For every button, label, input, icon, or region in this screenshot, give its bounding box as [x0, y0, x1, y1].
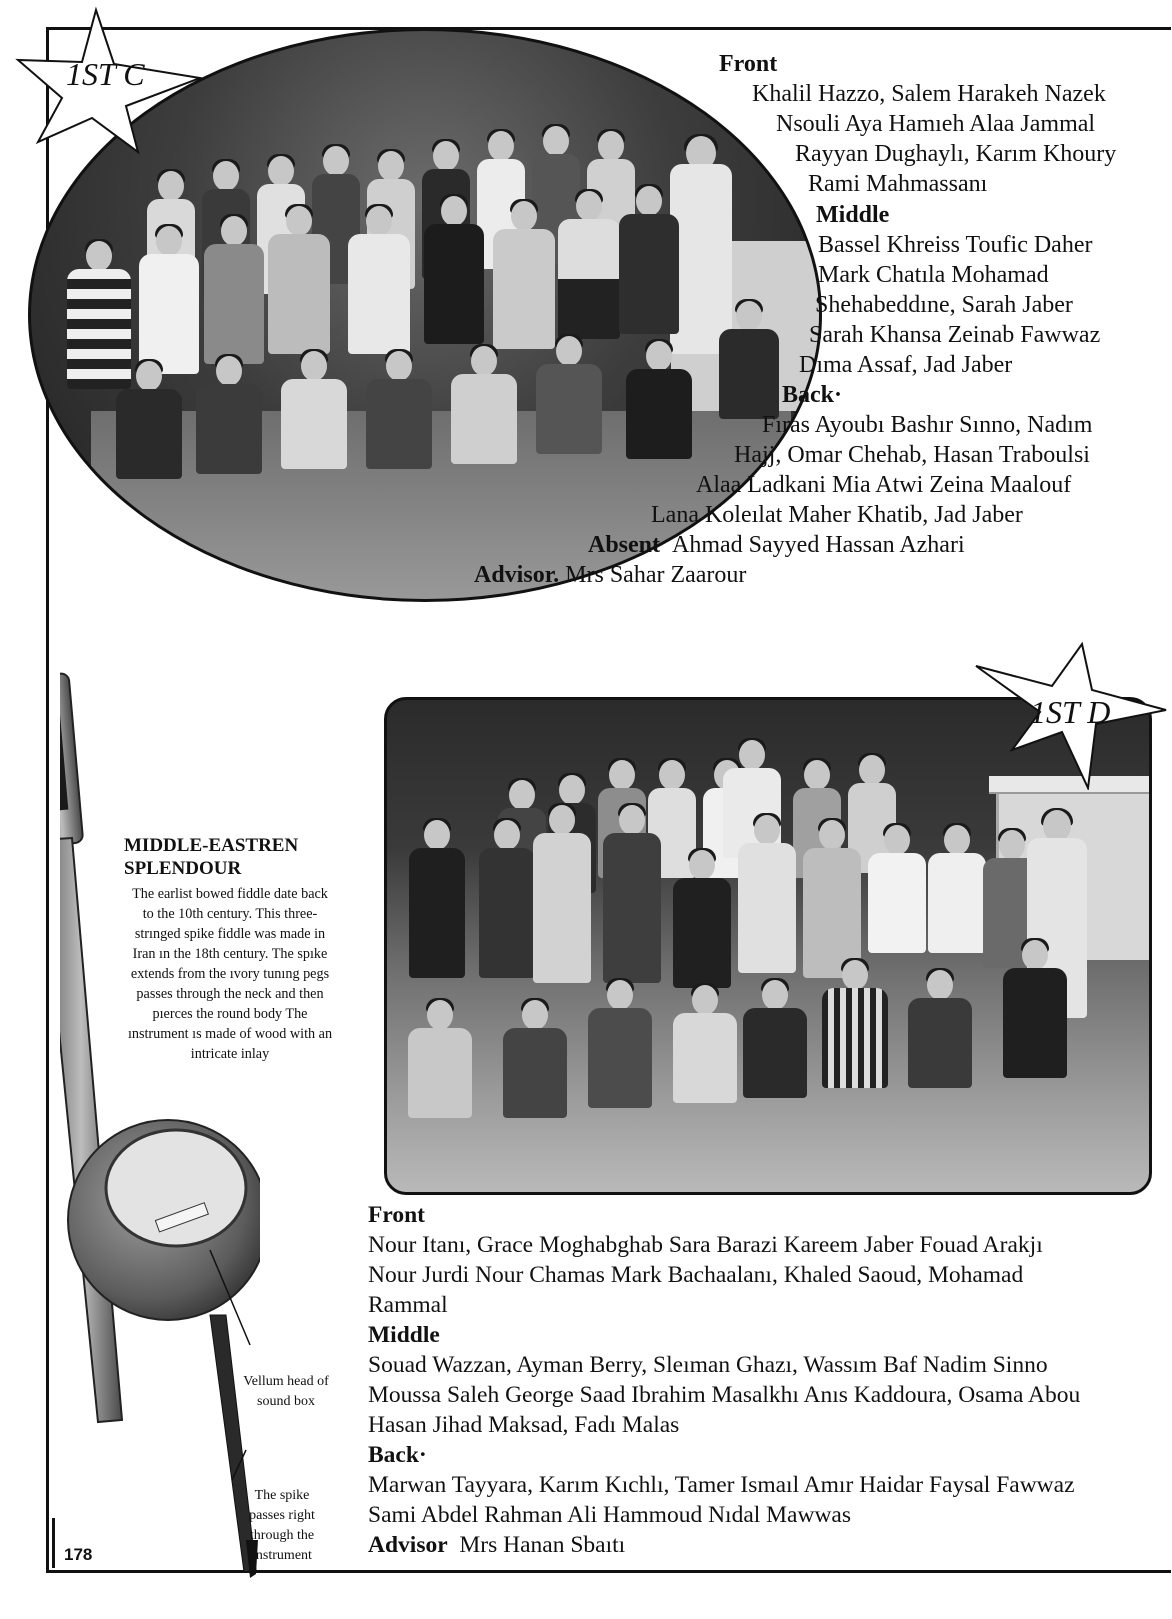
advisor-line — [368, 1530, 1158, 1560]
roster-line: Shehabeddıne, Sarah Jaber — [815, 292, 1073, 318]
roster-line: Nsouli Aya Hamıeh Alaa Jammal — [776, 111, 1096, 137]
student — [537, 805, 587, 965]
advisor-line — [474, 562, 746, 589]
student — [807, 820, 857, 980]
section-heading-front: Front — [719, 51, 778, 77]
student — [286, 351, 342, 471]
caption-line: through the — [249, 1528, 315, 1543]
roster-line: Nour Itanı, Grace Moghabghab Sara Barazi Kareem Jaber Fouad Arakjı — [368, 1232, 1043, 1258]
roster-line: Khalil Hazzo, Salem Harakeh Nazek — [752, 81, 1106, 107]
student — [607, 805, 657, 965]
student — [742, 815, 792, 975]
roster-line: Marwan Tayyara, Karım Kıchlı, Tamer Ismaıl Amır Haidar Faysal Fawwaz — [368, 1472, 1075, 1498]
roster-line: Alaa Ladkani Mia Atwi Zeina Maalouf — [696, 472, 1072, 498]
sidebar-title-line: SPLENDOUR — [124, 858, 242, 879]
advisor-heading: Advisor. — [474, 562, 560, 588]
student — [507, 1000, 563, 1120]
student — [426, 196, 482, 346]
student — [621, 186, 677, 336]
caption-spike — [232, 1486, 332, 1566]
sidebar-title-line: MIDDLE-EASTREN — [124, 835, 299, 856]
student — [747, 980, 803, 1100]
section-heading-front: Front — [368, 1202, 426, 1228]
absent-heading: Absent — [588, 532, 661, 558]
student — [721, 301, 777, 421]
sidebar-title — [124, 834, 298, 880]
roster-1st-d — [368, 1200, 1158, 1560]
roster-line: Mark Chatıla Mohamad — [818, 262, 1049, 288]
sidebar-body: The earlist bowed fiddle date back to the 10th century. This three-strınged spike fiddle was made in Iran ın the 18th century. The spıke extends from the ıvory tunıng pegs passes through the neck and then pıerces the round body The ınstrument ıs made of wood with an intricate inlay — [127, 886, 333, 1062]
student — [71, 241, 127, 391]
advisor-name: Mrs Sahar Zaarour — [565, 562, 747, 588]
roster-line: Souad Wazzan, Ayman Berry, Sleıman Ghazı, Wassım Baf Nadim Sinno — [368, 1352, 1048, 1378]
student — [456, 346, 512, 466]
student — [561, 191, 617, 341]
caption-line: The spike — [254, 1488, 310, 1503]
student — [351, 206, 407, 356]
section-heading-back: Back· — [368, 1442, 427, 1468]
section-heading-middle: Middle — [368, 1322, 440, 1348]
class-label-1st-c: 1ST C — [66, 56, 145, 92]
roster-line: Bassel Khreiss Toufic Daher — [818, 232, 1093, 258]
roster-line: Dıma Assaf, Jad Jaber — [799, 352, 1013, 378]
student — [121, 361, 177, 481]
student — [201, 356, 257, 476]
absent-names: Ahmad Sayyed Hassan Azhari — [672, 532, 965, 558]
section-heading-back: Back· — [782, 382, 843, 408]
caption-vellum-head — [226, 1372, 346, 1412]
student — [496, 201, 552, 351]
student — [482, 820, 532, 980]
section-heading-middle: Middle — [816, 202, 890, 228]
roster-line: Fıras Ayoubı Bashır Sınno, Nadım — [762, 412, 1093, 438]
student — [412, 1000, 468, 1120]
student — [271, 206, 327, 356]
page-number: 178 — [64, 1545, 93, 1564]
student — [932, 825, 982, 985]
roster-line: Hasan Jihad Maksad, Fadı Malas — [368, 1412, 680, 1438]
class-label-1st-d: 1ST D — [1030, 694, 1111, 730]
fiddle-body-illustration — [60, 1100, 260, 1580]
advisor-heading: Advisor — [368, 1532, 448, 1558]
student — [677, 985, 733, 1105]
caption-line: Vellum head of — [243, 1374, 329, 1389]
student — [592, 980, 648, 1100]
student — [827, 960, 883, 1080]
roster-line: Rammal — [368, 1292, 448, 1318]
roster-line: Rayyan Dughaylı, Karım Khoury — [795, 141, 1117, 167]
page-number-rule — [52, 1518, 55, 1568]
roster-line: Nour Jurdi Nour Chamas Mark Bachaalanı, Khaled Saoud, Mohamad — [368, 1262, 1024, 1288]
caption-line: passes right — [249, 1508, 315, 1523]
roster-line: Hajj, Omar Chehab, Hasan Traboulsi — [734, 442, 1090, 468]
roster-line: Lana Koleılat Maher Khatib, Jad Jaber — [651, 502, 1023, 528]
page-frame-top — [46, 27, 1171, 30]
roster-line: Moussa Saleh George Saad Ibrahim Masalkhı Anıs Kaddoura, Osama Abou — [368, 1382, 1081, 1408]
student — [1007, 940, 1063, 1060]
student — [541, 336, 597, 456]
student — [206, 216, 262, 366]
student — [412, 820, 462, 980]
student — [631, 341, 687, 461]
absent-line — [588, 532, 965, 559]
student — [912, 970, 968, 1090]
advisor-name: Mrs Hanan Sbaıtı — [459, 1532, 626, 1558]
caption-line: instrument — [252, 1548, 312, 1563]
roster-line: Sarah Khansa Zeinab Fawwaz — [809, 322, 1101, 348]
student — [371, 351, 427, 471]
student — [141, 226, 197, 376]
roster-line: Sami Abdel Rahman Ali Hammoud Nıdal Mawwas — [368, 1502, 852, 1528]
roster-line: Rami Mahmassanı — [808, 171, 988, 197]
caption-line: sound box — [257, 1394, 315, 1409]
